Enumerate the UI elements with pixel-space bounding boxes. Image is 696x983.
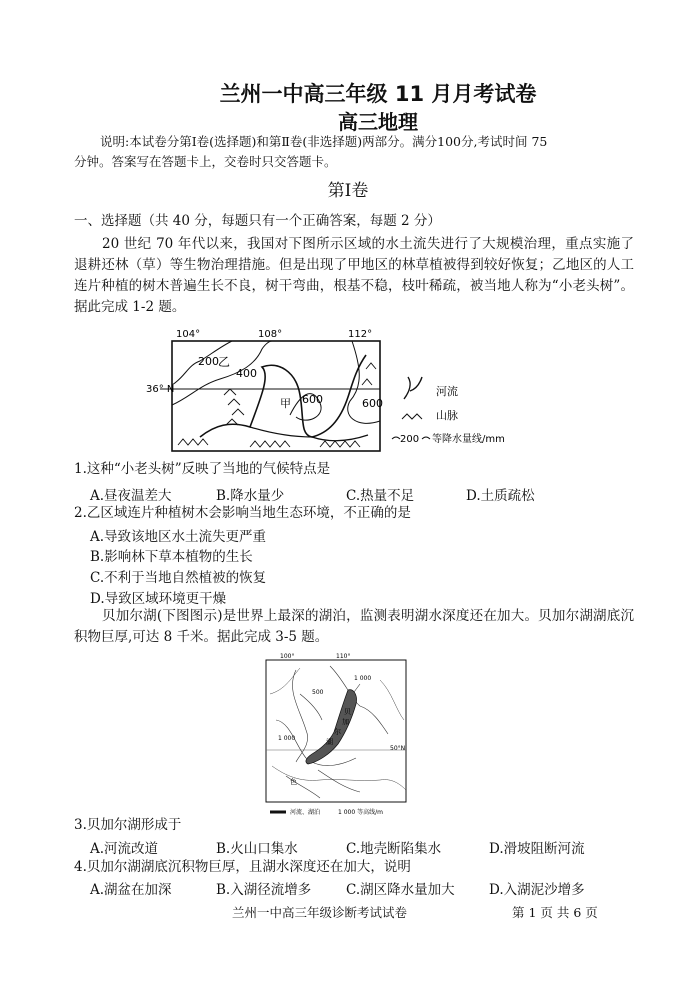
question-3-stem: 3.贝加尔湖形成于 <box>74 817 182 833</box>
contour-misc-1 <box>270 668 404 720</box>
legend-mountain-icon <box>402 414 422 419</box>
lake-label-er: 尔 <box>334 728 341 736</box>
passage-2: 贝加尔湖(下图图示)是世界上最深的湖泊，监测表明湖水深度还在加大。贝加尔湖湖底沉积物巨厚,可达 8 千米。据此完成 3-5 题。 <box>74 608 634 645</box>
question-1-option-a: A.昼夜温差大 <box>90 488 172 504</box>
lon-label-104: 104° <box>176 329 201 340</box>
isohyet-label-600-east: 600 <box>362 397 383 410</box>
legend-isohyet-value: 200 <box>400 434 420 445</box>
lake-label-jia: 加 <box>342 718 349 726</box>
legend-river-label: 河流 <box>436 385 458 398</box>
question-3-option-d: D.滑坡阻断河流 <box>489 841 585 857</box>
legend-contour-label: 1 000 等高线/m <box>338 809 383 816</box>
question-3-option-b: B.火山口集水 <box>216 841 298 857</box>
legend-river-icon <box>404 377 422 399</box>
exam-note-line2: 分钟。答案写在答题卡上，交卷时只交答题卡。 <box>74 154 337 169</box>
exam-note-line1: 说明:本试卷分第Ⅰ卷(选择题)和第Ⅱ卷(非选择题)两部分。满分100分,考试时间 75 <box>100 134 548 149</box>
contour-label-1000-north: 1 000 <box>354 675 372 682</box>
contour-label-1000-west: 1 000 <box>278 735 296 742</box>
question-1-stem: 1.这种“小老头树”反映了当地的气候特点是 <box>74 461 331 477</box>
question-4-option-b: B.入湖径流增多 <box>216 882 312 898</box>
contour-label-500: 500 <box>312 689 324 696</box>
question-2-option-c: C.不利于当地自然植被的恢复 <box>90 570 267 586</box>
subject-title: 高三地理 <box>338 110 418 134</box>
contour-500 <box>293 670 308 762</box>
legend-mountain-label: 山脉 <box>436 409 458 422</box>
exam-title: 兰州一中高三年级 11 月月考试卷 <box>219 82 537 106</box>
lake-baikal <box>306 690 357 764</box>
mountain-west <box>224 389 244 425</box>
country-label: 色 <box>290 778 297 786</box>
lon-label-108: 108° <box>258 329 283 340</box>
lat-label-50: 50°N <box>390 745 406 752</box>
passage-1: 20 世纪 70 年代以来，我国对下图所示区域的水土流失进行了大规模治理，重点实施了退耕还林（草）等生物治理措施。但是出现了甲地区的林草植被得到较好恢复；乙地区的人工连片种植的树木普遍生长不良，树干弯曲，根基不稳，枝叶稀疏，被当地人称为“小老头树”。据此完成 1-2 题。 <box>74 236 634 315</box>
isohyet-label-200: 200 <box>198 355 219 368</box>
mountain-east <box>362 363 376 385</box>
question-4-option-c: C.湖区降水量加大 <box>346 882 455 898</box>
place-label-jia: 甲 <box>280 397 291 410</box>
question-3-option-a: A.河流改道 <box>90 841 159 857</box>
question-1-option-c: C.热量不足 <box>346 488 415 504</box>
place-label-yi: 乙 <box>218 355 231 369</box>
lake-label-bei: 贝 <box>344 708 351 716</box>
river-tributary <box>250 427 368 441</box>
question-4-option-d: D.入湖泥沙增多 <box>489 882 585 898</box>
question-1-option-d: D.土质疏松 <box>466 488 535 504</box>
question-3-option-c: C.地壳断陷集水 <box>346 841 442 857</box>
legend-lake-label: 河流、湖泊 <box>290 809 321 816</box>
question-2-stem: 2.乙区域连片种植树木会影响当地生态环境，不正确的是 <box>74 505 411 521</box>
lon-label-110: 110° <box>336 653 351 660</box>
question-2-option-d: D.导致区域环境更干燥 <box>90 591 227 607</box>
lon-label-112: 112° <box>348 329 373 340</box>
lon-label-100: 100° <box>280 653 295 660</box>
question-2-option-b: B.影响林下草本植物的生长 <box>90 549 253 565</box>
isohyet-400 <box>172 341 272 405</box>
section-heading: 第Ⅰ卷 <box>327 181 369 201</box>
map-lake-baikal <box>0 650 696 816</box>
question-4-option-a: A.湖盆在加深 <box>90 882 172 898</box>
footer-exam-name: 兰州一中高三年级诊断考试试卷 <box>232 905 408 920</box>
question-1-option-b: B.降水量少 <box>216 488 285 504</box>
question-4-stem: 4.贝加尔湖湖底沉积物巨厚，且湖水深度还在加大，说明 <box>74 859 411 875</box>
legend-isohyet-icon <box>392 437 400 439</box>
lat-label-36: 36° N <box>146 384 175 395</box>
legend-isohyet-icon-tail <box>422 437 430 439</box>
isohyet-label-400: 400 <box>236 367 257 380</box>
map-loess-plateau <box>0 325 696 455</box>
question-2-option-a: A.导致该地区水土流失更严重 <box>90 529 267 545</box>
legend-isohyet-label: 等降水量线/mm <box>432 434 505 445</box>
isohyet-label-600-west: 600 <box>302 393 323 406</box>
section-instruction: 一、选择题（共 40 分，每题只有一个正确答案，每题 2 分） <box>74 213 441 229</box>
footer-page-info: 第 1 页 共 6 页 <box>512 905 598 920</box>
lake-label-hu: 湖 <box>326 738 333 746</box>
